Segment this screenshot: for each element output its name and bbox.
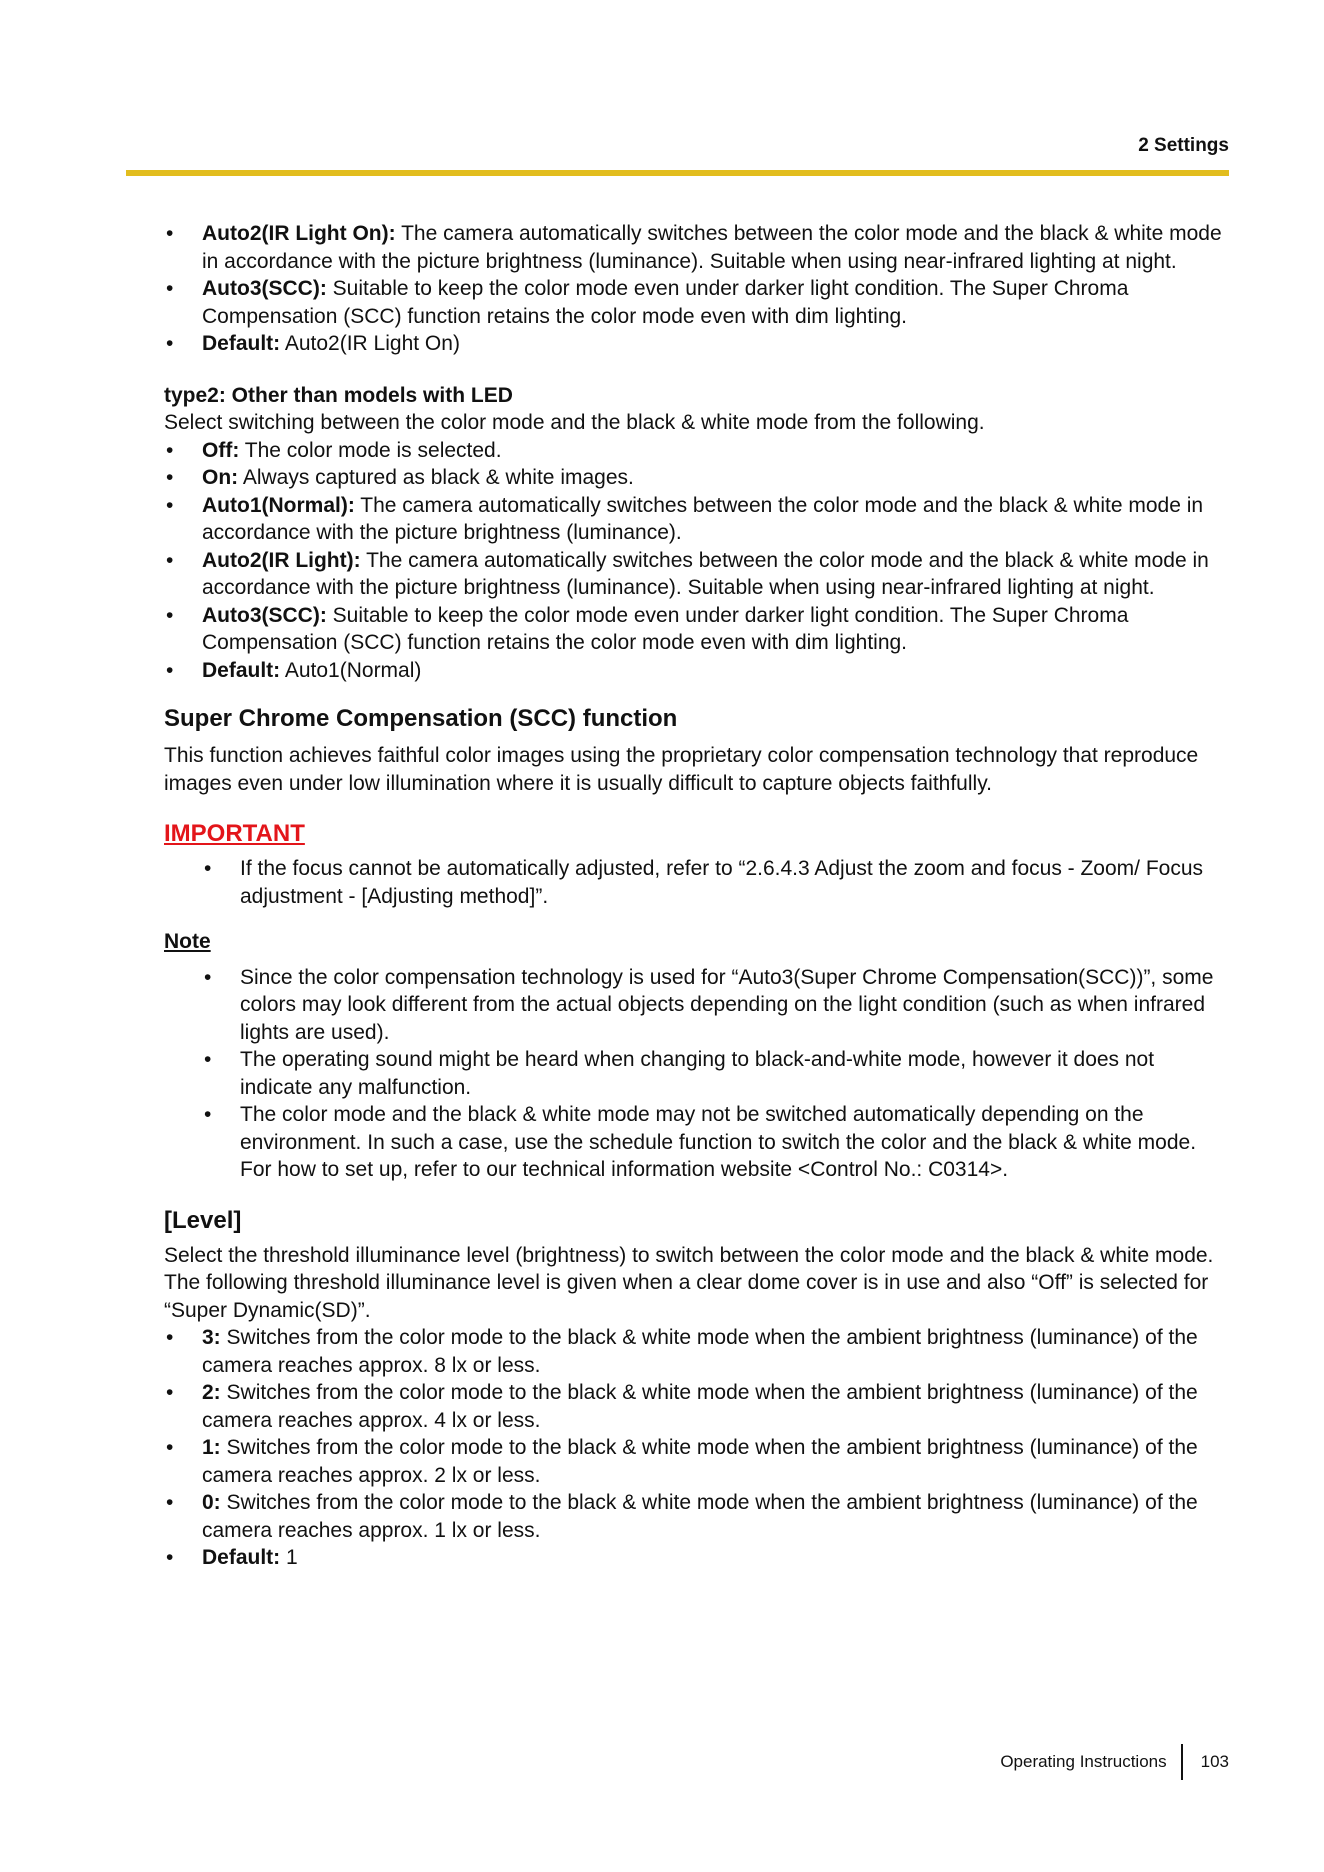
list-item [164,437,1230,465]
level-list [164,1324,1230,1572]
item-term: Auto3(SCC): [202,603,327,627]
item-text: The camera automatically switches between the color mode and the black & white mode in accordance with the picture brightness (luminance). Suitable when using near-infrared lighting at night. [202,222,1222,273]
item-term: Default: [202,658,281,682]
page-number: 103 [1200,1752,1229,1771]
list-item [164,602,1230,657]
item-text: 1 [280,1546,298,1569]
note-heading: Note [164,930,211,953]
important-list [202,855,1230,910]
list-item [164,464,1230,492]
item-term: Auto2(IR Light): [202,548,361,572]
item-term: 3: [202,1326,221,1349]
item-term: On: [202,466,239,489]
scc-body: This function achieves faithful color images using the proprietary color compensation technology that reproduce images even under low illumination where it is usually difficult to capture objects faithfully. [164,744,1199,795]
footer-doc-title: Operating Instructions [1000,1752,1167,1771]
list-item [164,492,1230,547]
item-term: Default: [202,1546,281,1569]
list-item [164,1434,1230,1489]
list-item [164,1544,1230,1572]
item-text: Always captured as black & white images. [238,466,634,489]
list-item: • Since the color compensation technology is used for “Auto3(Super Chrome Compensation(SCC))”, some colors may look different from the actual objects depending on the light condition (such as when infrared lights are used). [202,964,1230,1047]
item-term: Off: [202,438,240,462]
item-text: Switches from the color mode to the black & white mode when the ambient brightness (luminance) of the camera reaches approx. 2 lx or less. [202,1436,1198,1487]
list-item [164,1379,1230,1434]
item-text: Switches from the color mode to the black & white mode when the ambient brightness (luminance) of the camera reaches approx. 4 lx or less. [202,1381,1198,1432]
type2-heading: type2: Other than models with LED [164,383,513,407]
level-intro: Select the threshold illuminance level (brightness) to switch between the color mode and the black & white mode. The following threshold illuminance level is given when a clear dome cover is in use and also “Off” is selected for “Super Dynamic(SD)”. [164,1243,1214,1322]
intro-list [164,220,1230,358]
list-item: • The operating sound might be heard when changing to black-and-white mode, however it does not indicate any malfunction. [202,1046,1230,1101]
list-item [164,275,1230,330]
item-text: The camera automatically switches between the color mode and the black & white mode in accordance with the picture brightness (luminance). [202,493,1204,544]
item-text: Suitable to keep the color mode even under darker light condition. The Super Chroma Compensation (SCC) function retains the color mode even with dim lighting. [202,603,1129,654]
important-heading: IMPORTANT [164,820,305,847]
list-item: • If the focus cannot be automatically adjusted, refer to “2.6.4.3 Adjust the zoom and focus - Zoom/ Focus adjustment - [Adjusting method]”. [202,855,1230,910]
note-list [202,964,1230,1184]
item-term: 1: [202,1436,221,1459]
item-text: Auto2(IR Light On) [280,332,460,355]
item-term: Auto2(IR Light On): [202,222,396,245]
list-item [164,1324,1230,1379]
item-text: The color mode is selected. [239,438,502,462]
item-text: Switches from the color mode to the black & white mode when the ambient brightness (luminance) of the camera reaches approx. 1 lx or less. [202,1491,1198,1542]
type2-list [164,437,1230,685]
list-item [164,1489,1230,1544]
item-term: Auto1(Normal): [202,493,355,517]
item-term: Auto3(SCC): [202,277,327,300]
list-item [164,657,1230,685]
scc-heading: Super Chrome Compensation (SCC) function [164,705,678,732]
list-item [164,547,1230,602]
list-item [164,330,1230,358]
item-term: Default: [202,332,281,355]
list-item [164,220,1230,275]
section-title: 2 Settings [1138,135,1229,156]
item-text: The camera automatically switches between the color mode and the black & white mode in accordance with the picture brightness (luminance). Suitable when using near-infrared lighting at night. [202,548,1209,599]
item-text: Auto1(Normal) [280,658,422,682]
type2-intro: Select switching between the color mode and the black & white mode from the following. [164,411,985,434]
item-text: Switches from the color mode to the black & white mode when the ambient brightness (luminance) of the camera reaches approx. 8 lx or less. [202,1326,1198,1377]
item-term: 2: [202,1381,221,1404]
header-rule [126,170,1229,176]
page-content [164,220,1230,1572]
page-footer [1000,1745,1229,1779]
footer-separator [1181,1744,1183,1780]
level-heading: [Level] [164,1206,242,1234]
item-text: Suitable to keep the color mode even under darker light condition. The Super Chroma Compensation (SCC) function retains the color mode even with dim lighting. [202,277,1129,328]
list-item: • The color mode and the black & white mode may not be switched automatically depending on the environment. In such a case, use the schedule function to switch the color and the black & white mode. For how to set up, refer to our technical information website <Control No.: C0314>. [202,1101,1230,1184]
item-term: 0: [202,1491,221,1514]
